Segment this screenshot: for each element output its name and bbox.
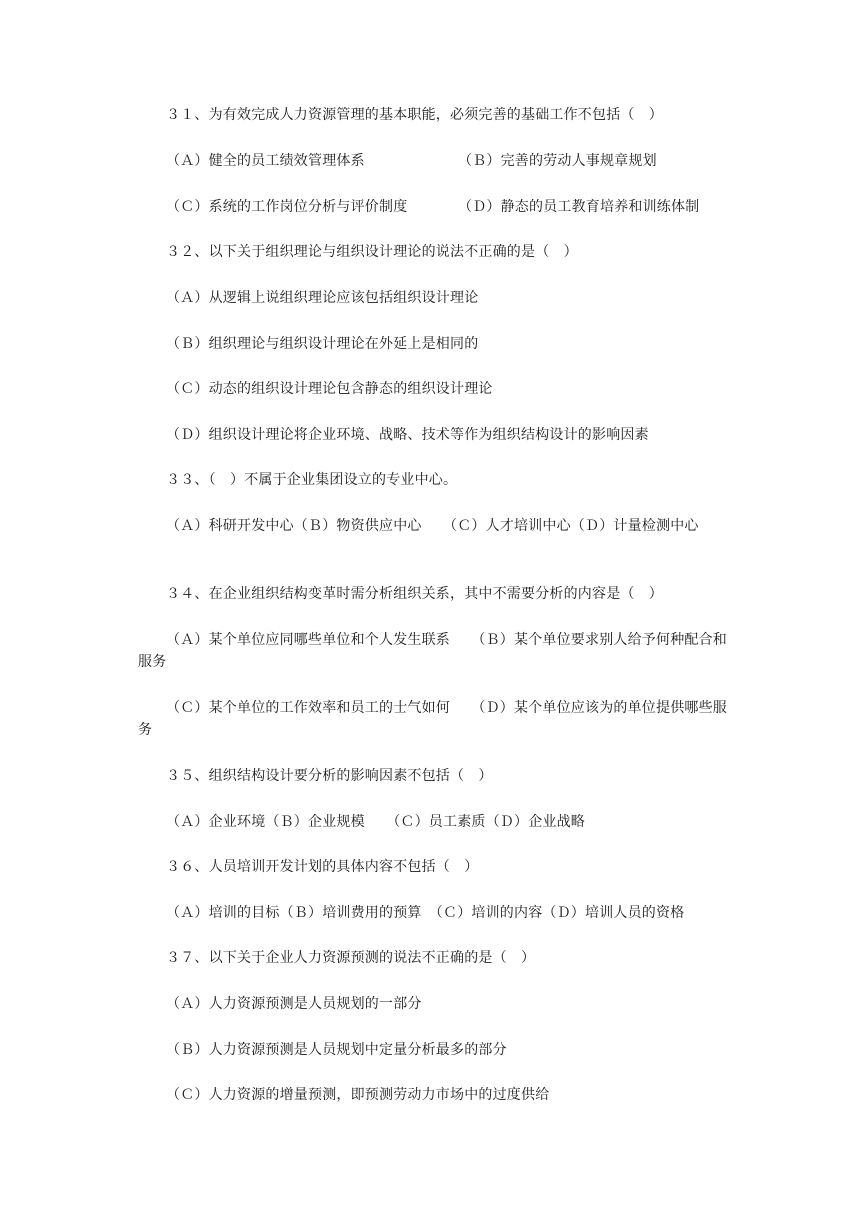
question-32-option-c: （Ｃ）动态的组织设计理论包含静态的组织设计理论: [166, 381, 493, 397]
question-37-stem: ３７、以下关于企业人力资源预测的说法不正确的是（ ）: [166, 950, 536, 966]
question-37-option-a: （Ａ）人力资源预测是人员规划的一部分: [166, 996, 422, 1012]
question-32-stem: ３２、以下关于组织理论与组织设计理论的说法不正确的是（ ）: [166, 244, 578, 260]
question-37-option-c: （Ｃ）人力资源的增量预测，即预测劳动力市场中的过度供给: [166, 1087, 550, 1103]
question-31-option-b: （Ｂ）完善的劳动人事规章规划: [458, 153, 657, 169]
question-32-option-a: （Ａ）从逻辑上说组织理论应该包括组织设计理论: [166, 290, 479, 306]
question-35-options: （Ａ）企业环境（Ｂ）企业规模 （Ｃ）员工素质（Ｄ）企业战略: [166, 814, 585, 830]
question-34-options-cd: （Ｃ）某个单位的工作效率和员工的士气如何 （Ｄ）某个单位应该为的单位提供哪些服务: [138, 700, 727, 738]
question-33-options: （Ａ）科研开发中心（Ｂ）物资供应中心 （Ｃ）人才培训中心（Ｄ）计量检测中心: [166, 518, 699, 534]
question-36-options: （Ａ）培训的目标（Ｂ）培训费用的预算 （Ｃ）培训的内容（Ｄ）培训人员的资格: [166, 905, 685, 921]
question-32-option-d: （Ｄ）组织设计理论将企业环境、战略、技术等作为组织结构设计的影响因素: [166, 427, 649, 443]
question-33-stem: ３３、（ ）不属于企业集团设立的专业中心。: [166, 472, 458, 488]
question-31-option-c: （Ｃ）系统的工作岗位分析与评价制度: [166, 199, 408, 215]
question-34-stem: ３４、在企业组织结构变革时需分析组织关系，其中不需要分析的内容是（ ）: [166, 586, 663, 602]
question-31-option-a: （Ａ）健全的员工绩效管理体系: [166, 153, 365, 169]
question-37-option-b: （Ｂ）人力资源预测是人员规划中定量分析最多的部分: [166, 1042, 507, 1058]
question-31-option-d: （Ｄ）静态的员工教育培养和训练体制: [458, 199, 700, 215]
question-36-stem: ３６、人员培训开发计划的具体内容不包括（ ）: [166, 859, 479, 875]
question-31-stem: ３１、为有效完成人力资源管理的基本职能，必须完善的基础工作不包括（ ）: [166, 107, 663, 123]
question-34-options-ab: （Ａ）某个单位应同哪些单位和个人发生联系 （Ｂ）某个单位要求别人给予何种配合和服务: [138, 632, 727, 670]
question-35-stem: ３５、组织结构设计要分析的影响因素不包括（ ）: [166, 768, 493, 784]
question-32-option-b: （Ｂ）组织理论与组织设计理论在外延上是相同的: [166, 336, 479, 352]
